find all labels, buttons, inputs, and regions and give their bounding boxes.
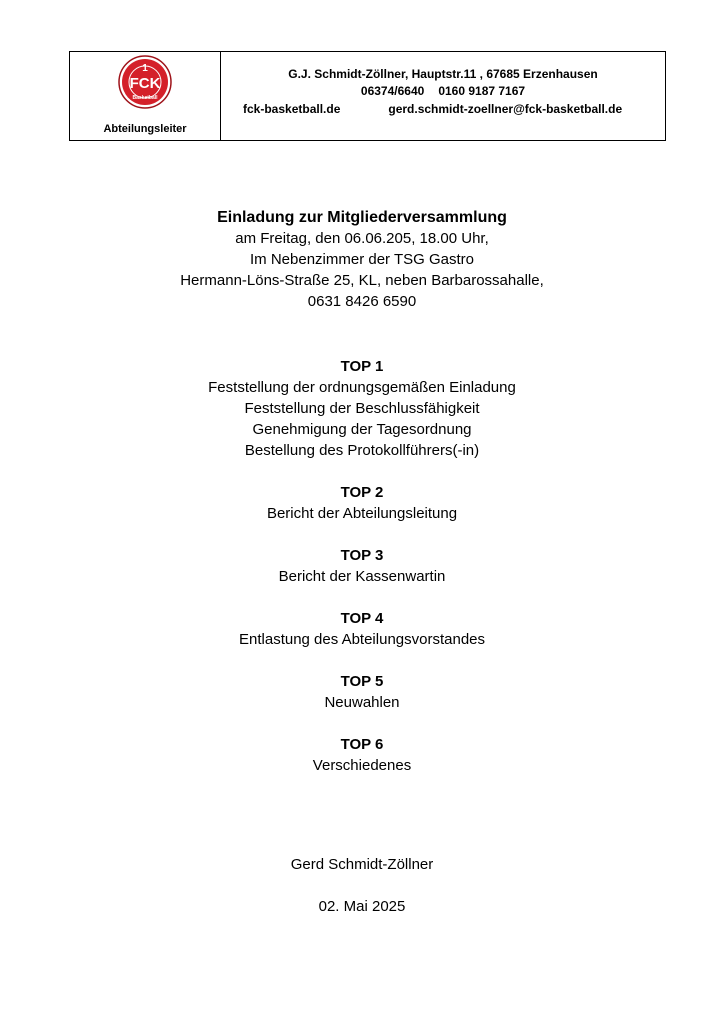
agenda-item: Bericht der Abteilungsleitung bbox=[266, 505, 458, 522]
agenda-heading: TOP 3 bbox=[340, 547, 384, 564]
logo-letters: FCK bbox=[129, 75, 161, 92]
contact-online bbox=[243, 102, 622, 116]
contact-cell bbox=[221, 52, 665, 140]
contact-phones bbox=[221, 84, 665, 98]
role-label: Abteilungsleiter bbox=[103, 123, 187, 135]
logo-subtext: Basketball bbox=[132, 95, 158, 101]
invitation-phone: 0631 8426 6590 bbox=[307, 293, 417, 310]
signature-block bbox=[0, 854, 724, 917]
website-link[interactable]: fck-basketball.de bbox=[243, 102, 341, 116]
letterhead bbox=[69, 51, 666, 141]
agenda-heading: TOP 6 bbox=[340, 736, 384, 753]
invitation-address: Hermann-Löns-Straße 25, KL, neben Barbarossahalle, bbox=[180, 272, 544, 289]
agenda-item: Verschiedenes bbox=[312, 757, 412, 774]
agenda-item: Neuwahlen bbox=[324, 694, 400, 711]
signature-name: Gerd Schmidt-Zöllner bbox=[290, 856, 434, 873]
fck-logo bbox=[118, 55, 172, 109]
agenda bbox=[0, 356, 724, 776]
agenda-heading: TOP 1 bbox=[340, 358, 384, 375]
agenda-heading: TOP 2 bbox=[340, 484, 384, 501]
signature-date: 02. Mai 2025 bbox=[318, 898, 406, 915]
invitation-block bbox=[0, 207, 724, 312]
invitation-venue: Im Nebenzimmer der TSG Gastro bbox=[250, 251, 474, 268]
phone-landline: 06374/6640 bbox=[360, 84, 425, 98]
agenda-item: Genehmigung der Tagesordnung bbox=[252, 421, 472, 438]
agenda-item: Bericht der Kassenwartin bbox=[278, 568, 446, 585]
invitation-title: Einladung zur Mitgliederversammlung bbox=[217, 209, 507, 226]
agenda-item: Feststellung der Beschlussfähigkeit bbox=[244, 400, 480, 417]
phone-mobile: 0160 9187 7167 bbox=[438, 84, 526, 98]
agenda-item: Feststellung der ordnungsgemäßen Einladung bbox=[208, 379, 516, 396]
contact-address: G.J. Schmidt-Zöllner, Hauptstr.11 , 67685 Erzenhausen bbox=[288, 67, 598, 81]
logo-cell bbox=[70, 52, 221, 140]
agenda-heading: TOP 4 bbox=[340, 610, 384, 627]
invitation-date: am Freitag, den 06.06.205, 18.00 Uhr, bbox=[235, 230, 489, 247]
logo-number: 1 bbox=[142, 63, 148, 74]
email-link[interactable]: gerd.schmidt-zoellner@fck-basketball.de bbox=[388, 102, 623, 116]
agenda-item: Bestellung des Protokollführers(-in) bbox=[244, 442, 480, 459]
agenda-heading: TOP 5 bbox=[340, 673, 384, 690]
agenda-item: Entlastung des Abteilungsvorstandes bbox=[239, 631, 485, 648]
